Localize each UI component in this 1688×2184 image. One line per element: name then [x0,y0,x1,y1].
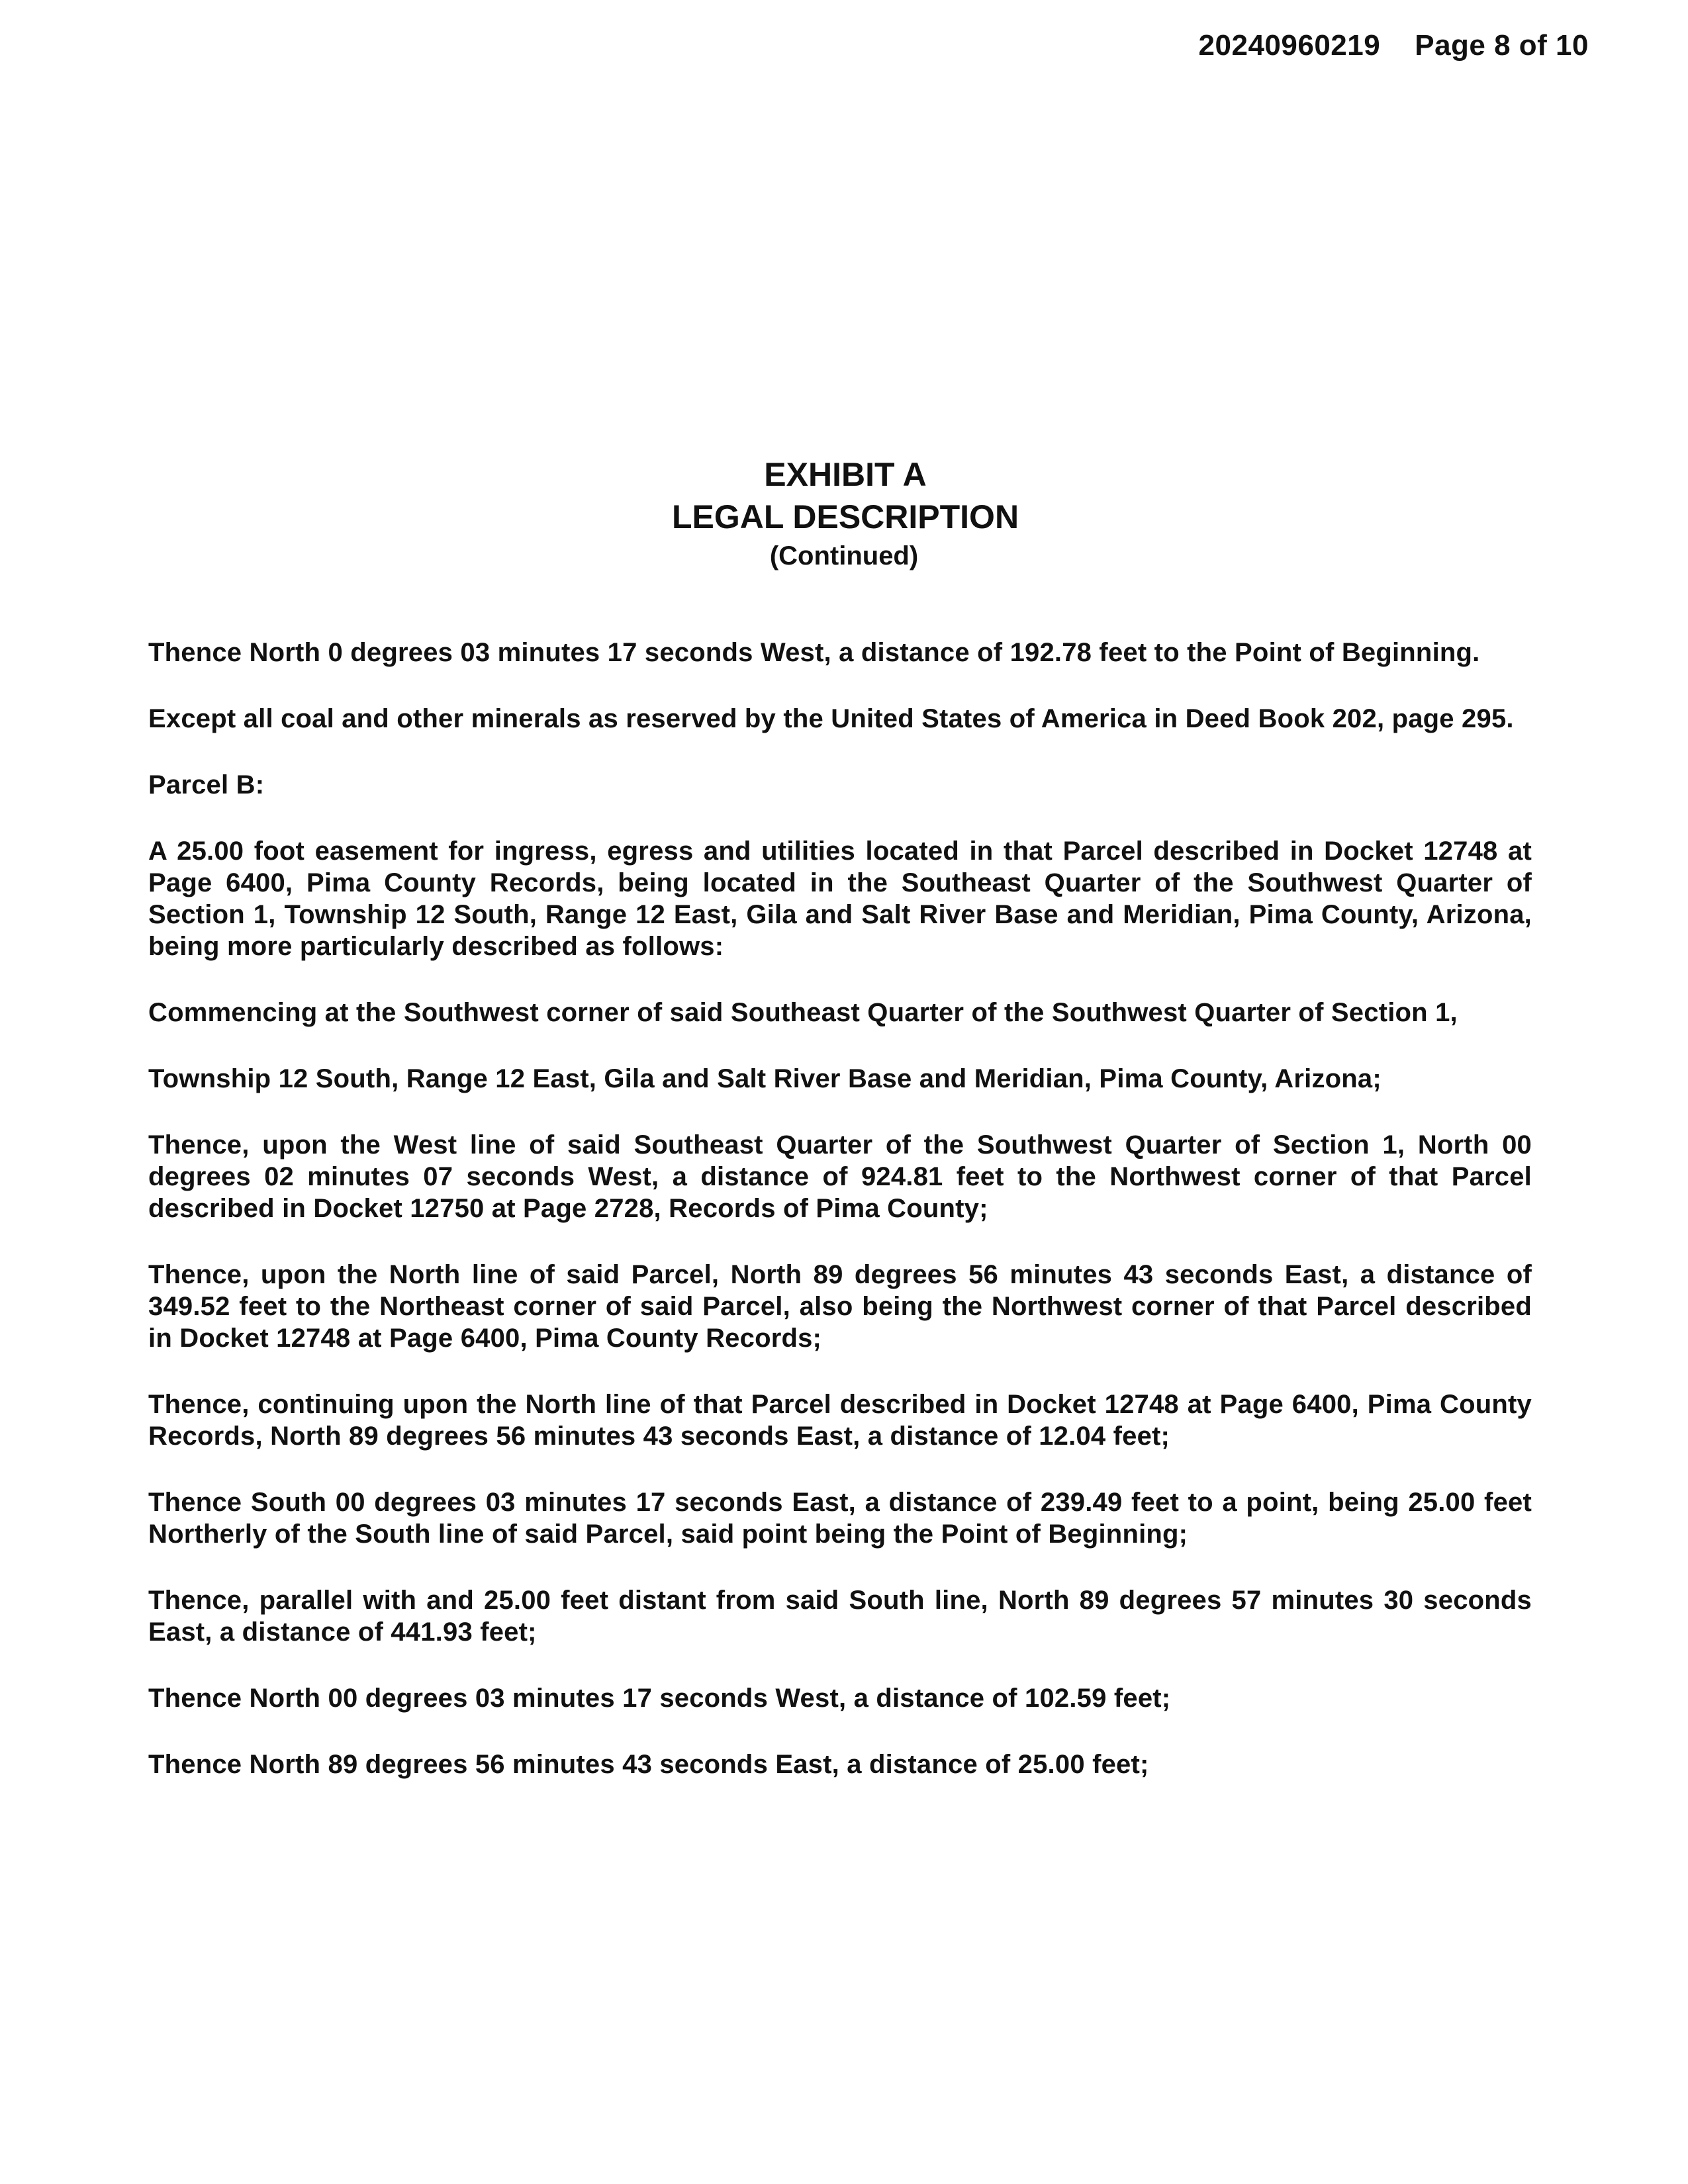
legal-description-body [148,637,1532,1815]
exhibit-title: EXHIBIT A [764,456,927,493]
paragraph-commencing: Commencing at the Southwest corner of said Southeast Quarter of the Southwest Quarter of Section 1, [148,998,1458,1027]
paragraph-thence-south: Thence South 00 degrees 03 minutes 17 seconds East, a distance of 239.49 feet to a point, being 25.00 feet Northerly of the South line of said Parcel, said point being the Point of Beginning; [148,1488,1532,1549]
paragraph-thence-north-102: Thence North 00 degrees 03 minutes 17 seconds West, a distance of 102.59 feet; [148,1684,1171,1713]
exhibit-title-block [0,453,1688,574]
parcel-b-heading: Parcel B: [148,770,265,799]
legal-description-title: LEGAL DESCRIPTION [671,498,1019,535]
paragraph-township: Township 12 South, Range 12 East, Gila and Salt River Base and Meridian, Pima County, Arizona; [148,1064,1382,1093]
page-number: Page 8 of 10 [1415,29,1589,62]
paragraph-continuing-north-line: Thence, continuing upon the North line of that Parcel described in Docket 12748 at Page 6400, Pima County Records, North 89 degrees 56 minutes 43 seconds East, a distance of 12.04 feet; [148,1390,1532,1451]
paragraph-parallel-south-line: Thence, parallel with and 25.00 feet distant from said South line, North 89 degrees 57 minutes 30 seconds East, a distance of 441.93 feet; [148,1586,1532,1647]
paragraph-thence-north-89: Thence North 89 degrees 56 minutes 43 seconds East, a distance of 25.00 feet; [148,1750,1149,1779]
continued-label: (Continued) [769,541,919,570]
paragraph-west-line: Thence, upon the West line of said Southeast Quarter of the Southwest Quarter of Section 1, North 00 degrees 02 minutes 07 seconds West, a distance of 924.81 feet to the Northwest corner of that Parcel described in Docket 12750 at Page 2728, Records of Pima County; [148,1130,1532,1223]
page-header [1199,29,1589,62]
paragraph-mineral-exception: Except all coal and other minerals as reserved by the United States of America in Deed Book 202, page 295. [148,704,1514,733]
paragraph-thence-point-of-beginning: Thence North 0 degrees 03 minutes 17 seconds West, a distance of 192.78 feet to the Point of Beginning. [148,638,1480,667]
paragraph-north-line: Thence, upon the North line of said Parcel, North 89 degrees 56 minutes 43 seconds East, a distance of 349.52 feet to the Northeast corner of said Parcel, also being the Northwest corner of that Parcel described in Docket 12748 at Page 6400, Pima County Records; [148,1260,1532,1353]
document-number: 20240960219 [1198,29,1381,62]
paragraph-easement-description: A 25.00 foot easement for ingress, egress and utilities located in that Parcel described in Docket 12748 at Page 6400, Pima County Records, being located in the Southeast Quarter of the Southwest Quarter of Section 1, Township 12 South, Range 12 East, Gila and Salt River Base and Meridian, Pima County, Arizona, being more particularly described as follows: [148,837,1532,961]
